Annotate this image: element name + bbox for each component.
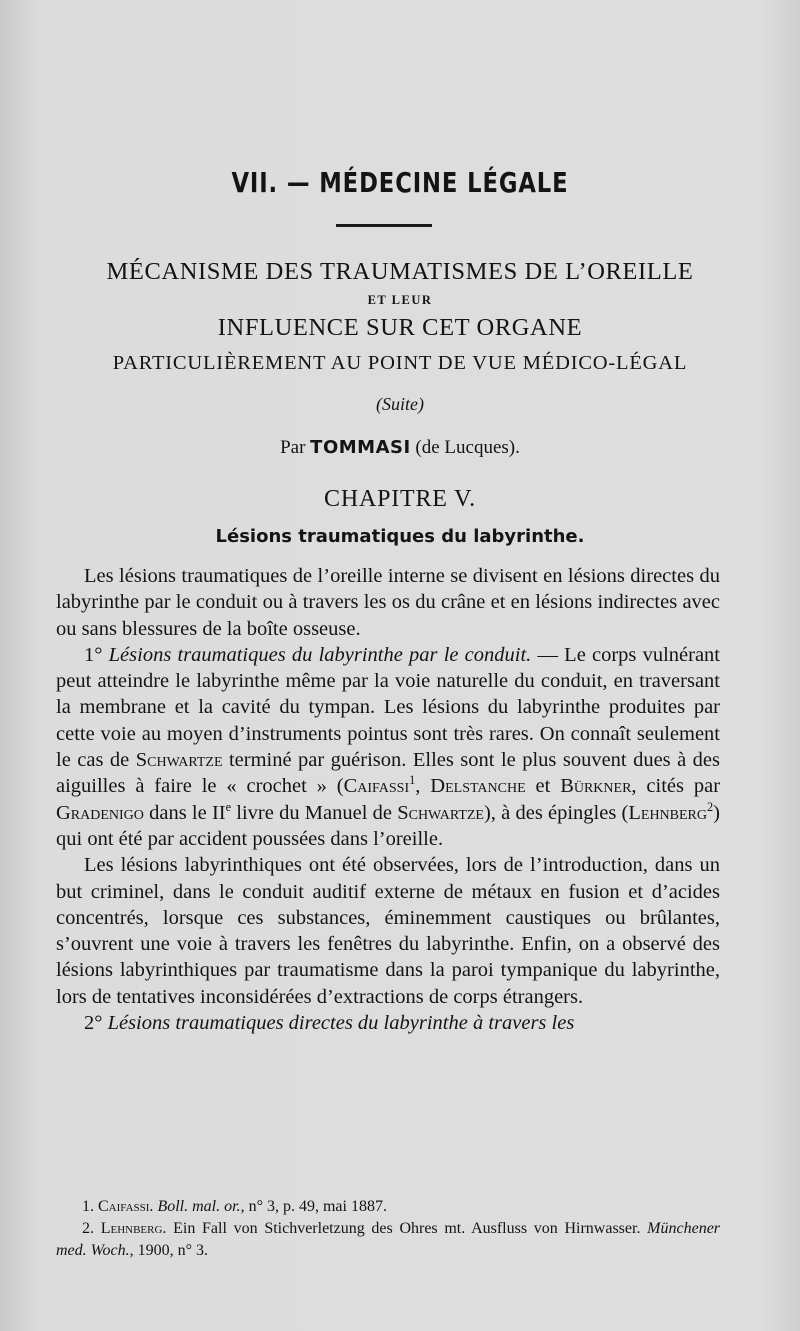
name-gradenigo: Gradenigo: [56, 801, 144, 824]
text-run: — Le corps vulnérant peut atteindre le labyrinthe même par la voie naturelle du conduit, en traversant la membrane et la cavité du tympan. Les lésions du labyrinthe produites par cette voie au moyen d’instruments pointus sont très rares. On connaît seulement le cas de: [56, 643, 720, 772]
text-run: ,: [415, 775, 431, 798]
chapter-title: CHAPITRE V.: [324, 486, 476, 512]
byline-suffix: (de Lucques).: [415, 437, 520, 458]
paragraph-2: [56, 642, 720, 852]
footnotes: [56, 1196, 720, 1262]
name-caifassi: Caifassi: [343, 775, 410, 798]
name-schwartze: Schwartze: [135, 749, 223, 772]
paragraph-1: Les lésions traumatiques de l’oreille interne se divisent en lésions directes du labyrinthe par le conduit ou à travers les os du crâne et en lésions indirectes avec ou sans blessures de la boîte osseuse.: [56, 565, 720, 640]
byline: [0, 437, 800, 459]
chapter-subtitle: Lésions traumatiques du labyrinthe.: [215, 526, 585, 547]
paragraph-2-number: 1°: [84, 643, 103, 666]
paragraph-3: Les lésions labyrinthiques ont été observées, lors de l’introduction, dans un but criminel, dans le conduit auditif externe de métaux en fusion et d’acides concentrés, lorsque ces substances, éminemment caustiques ou brûlantes, s’ouvrent une voie à travers les fenêtres du labyrinthe. Enfin, on a observé des lésions labyrinthiques par traumatisme dans la paroi tympanique du labyrinthe, lors de tentatives inconsidérées d’extractions de corps étrangers.: [56, 854, 720, 1008]
footnote-2-text: Ein Fall von Stichverletzung des Ohres mt. Ausfluss von Hirnwasser.: [166, 1220, 648, 1237]
footnote-2-author: Lehnberg.: [100, 1220, 167, 1237]
article-title-line2: ET LEUR: [367, 293, 433, 307]
footnote-1: [56, 1196, 720, 1218]
footnote-2: [56, 1218, 720, 1262]
paragraph-4: [56, 1010, 720, 1036]
footnote-2-rest: , 1900, n° 3.: [129, 1242, 209, 1259]
article-title-line3: INFLUENCE SUR CET ORGANE: [217, 314, 583, 341]
text-run: ), à des épingles (: [483, 801, 629, 824]
footnote-1-rest: , n° 3, p. 49, mai 1887.: [240, 1198, 387, 1215]
text-run: terminé par guérison. Elles sont le plus souvent dues à des aiguilles à faire le « crochet » (: [56, 749, 720, 798]
name-burkner: Bürkner: [560, 775, 632, 798]
text-run: , cités par: [631, 775, 721, 798]
article-title-line1: MÉCANISME DES TRAUMATISMES DE L’OREILLE: [106, 258, 694, 285]
footnote-1-number: 1.: [82, 1198, 94, 1215]
name-schwartze-2: Schwartze: [397, 801, 484, 824]
footnote-ref-1: 1: [409, 773, 416, 788]
footnote-2-journal: Münchener med. Woch.: [56, 1220, 721, 1259]
body-text: [56, 563, 720, 1036]
section-title: VII. — MÉDECINE LÉGALE: [231, 166, 569, 199]
author-name: TOMMASI: [310, 437, 411, 458]
footnote-ref-2: 2: [707, 799, 714, 814]
text-run: ) qui ont été par accident poussées dans l’oreille.: [56, 801, 720, 850]
footnote-2-number: 2.: [82, 1220, 94, 1237]
footnote-1-author: Caifassi.: [98, 1198, 154, 1215]
paragraph-4-number: 2°: [84, 1012, 103, 1035]
text-run: livre du Manuel de: [231, 801, 398, 824]
paragraph-2-heading: Lésions traumatiques du labyrinthe par le conduit.: [108, 643, 532, 666]
ordinal-sup: e: [225, 799, 232, 814]
text-run: et: [525, 775, 561, 798]
title-rule: [336, 224, 432, 227]
text-run: dans le II: [143, 801, 226, 824]
footnote-1-journal: Boll. mal. or.: [157, 1198, 241, 1215]
byline-prefix: Par: [280, 437, 306, 458]
paragraph-4-heading: Lésions traumatiques directes du labyrinthe à travers les: [107, 1012, 575, 1035]
name-delstanche: Delstanche: [430, 775, 526, 798]
name-lehnberg: Lehnberg: [628, 801, 708, 824]
suite-label: (Suite): [376, 394, 424, 414]
article-title-line4: PARTICULIÈREMENT AU POINT DE VUE MÉDICO-LÉGAL: [112, 352, 688, 374]
